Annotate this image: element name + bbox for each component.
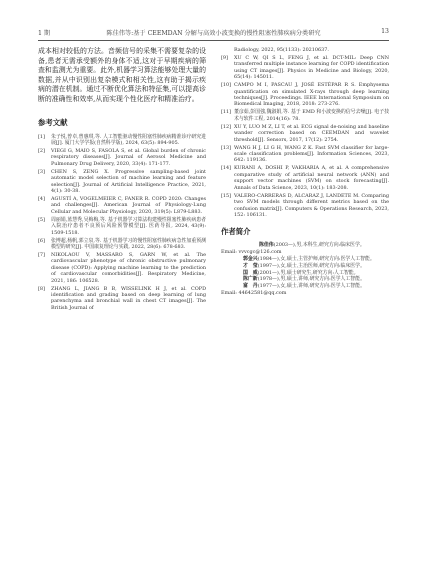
reference-continuation: Radiology, 2022, 95(1133): 20210637. — [234, 47, 329, 53]
issue-label: 1 期 — [38, 30, 51, 37]
reference-number: [2] — [38, 147, 45, 154]
reference-item — [38, 238, 206, 251]
running-header — [38, 28, 389, 41]
reference-number: [7] — [38, 252, 45, 259]
reference-item — [221, 109, 389, 122]
reference-number: [6] — [38, 237, 45, 244]
reference-text: ZHANG L, JIANG B B, WISSELINK H J, et al. COPD identification and grading based on deep learning of lung parenchyma and bronchial wall in chest CT images[J]. The British Journal of — [51, 285, 206, 311]
author-name: 陈佳伟 — [259, 242, 274, 249]
right-column — [221, 47, 389, 297]
page-number: 13 — [381, 28, 389, 35]
reference-item — [221, 82, 389, 108]
reference-item — [221, 165, 389, 191]
author-name: 陈广新 — [243, 276, 258, 283]
reference-text: XU C W, QI S L, FENG J, et al. DCT-MIL: Deep CNN transferred multiple instance learning for COPD identification using CT images[J]. Physics in Medicine and Biology, 2020, 65(14): 145011. — [234, 55, 389, 81]
reference-number: [8] — [38, 285, 45, 292]
reference-item — [38, 286, 206, 312]
author-name: 郭金兴 — [243, 255, 258, 262]
author-info: (2001—),男,硕士研究生,研究方向:人工智能。 — [257, 269, 359, 276]
reference-number: [4] — [38, 196, 45, 202]
author-name: 富 丹 — [243, 283, 258, 290]
left-column — [38, 47, 206, 313]
reference-number: [14] — [221, 165, 232, 172]
author-info: Email: vvvcgc@126.com — [221, 249, 282, 256]
reference-text: WANG H J, LI G H, WANG Z K. Fast SVM classifier for large-scale classification problems[J]. Information Sciences, 2023, 642: 119136. — [234, 144, 389, 164]
author-bio-heading: 作者简介 — [221, 227, 251, 237]
author-email — [221, 290, 389, 297]
author-name: 国 威 — [243, 269, 258, 276]
reference-text: 张博超,杨帆,郭立泉,等. 基于机器学习的慢性阻塞性肺疾病急性加重预测模型的研究[J]. 中国康复理论与实践, 2022, 28(6): 678-683. — [51, 237, 206, 251]
reference-text: 朱子悦,曾卓,曾惠琪,等. 人工智能驱动慢性阻塞性肺疾病精准诊疗研究进展[J]. 厦门大学学报(自然科学版), 2024, 63(5): 894-905. — [51, 133, 206, 146]
author-name: 才 莹 — [243, 262, 258, 269]
author-info: (1984—),女,硕士,主管护师,研究方向:医学人工智能。 — [257, 255, 375, 262]
article-running-title: 陈佳伟等:基于 CEEMDAN 分解与高效小波变换的慢性阻塞性肺疾病分类研究 — [106, 30, 321, 37]
reference-list-right — [221, 55, 389, 218]
reference-text: NIKOLAOU V, MASSARO S, GARN W, et al. The cardiovascular phenotype of chronic obstructive pulmonary disease (COPD): Applying machine learning to the prediction of cardiovascular comorbidities[J]. Respiratory Medicine, 2021, 186: 106528. — [51, 252, 206, 284]
reference-item — [221, 55, 389, 81]
reference-text: VALERO-CARRERAS D, ALCARAZ J, LANDETE M. Comparing two SVM models through different metrics based on the confusion matrix[J]. Computers & Operations Research, 2023, 152: 106131. — [234, 192, 389, 218]
reference-item — [38, 169, 206, 195]
reference-item — [38, 252, 206, 284]
reference-number: [13] — [221, 144, 232, 151]
body-paragraph: 成本相对较低的方法。音频信号的采集不需要复杂的设备,患者无需承受额外的身体不适,这对于早期疾病的筛查和监测尤为重要。此外,机器学习算法能够处理大量的数据,并从中识别出复杂模式和相关性,这有助于揭示疾病的潜在机制。通过不断优化算法和特征集,可以提高诊断的准确性和效率,从而实现个性化医疗和精准治疗。 — [38, 47, 206, 103]
reference-number: [3] — [38, 168, 45, 175]
reference-item — [38, 217, 206, 236]
reference-text: 周丽娟,蓝慧秀,吴梅梅,等. 基于机器学习算法构建慢性阻塞性肺疾病患者入院治疗患者不良预后风险预警模型[J]. 医药导报, 2024, 43(9): 1509-1518. — [51, 216, 206, 236]
reference-text: CHEN S, ZENG X. Progressive sampling-based joint automatic model selection of machine learning and feature selection[J]. Journal of Artificial Intelligence Practice, 2021, 4(1): 30-38. — [51, 168, 206, 194]
reference-number: [9] — [221, 55, 228, 61]
author-entry — [221, 256, 389, 263]
reference-number: [1] — [38, 133, 45, 140]
reference-number: [5] — [38, 216, 45, 223]
author-bio-block — [221, 242, 389, 296]
author-info: Email: 44642581@qq.com — [221, 289, 287, 296]
author-email — [221, 249, 389, 256]
references-heading: 参考文献 — [38, 117, 68, 127]
author-entry — [221, 283, 389, 290]
author-info: (1978—),男,硕士,讲师,研究方向:医学人工智能。 — [257, 276, 365, 283]
reference-text: VIEGI G, MAIO S, FASOLA S, et al. Global burden of chronic respiratory diseases[J]. Journal of Aerosol Medicine and Pulmonary Drug Delivery, 2020, 33(4): 171-177. — [51, 147, 206, 167]
reference-item — [38, 134, 206, 147]
author-entry — [221, 263, 389, 270]
reference-text: AGUSTÍ A, VOGELMEIER C, FANER R. COPD 2020: Changes and challenges[J]. American Journal of Physiology-Lung Cellular and Molecular Physiology, 2020, 319(5): L879-L883. — [51, 196, 206, 215]
reference-number: [11] — [221, 109, 232, 116]
reference-text: XU Y, LUO M Z, LI T, et al. ECG signal de-noising and baseline wander correction based on CEEMDAN and wavelet threshold[J]. Sensors, 2017, 17(12): 2754. — [234, 123, 389, 143]
reference-list-left — [38, 134, 206, 312]
reference-text: CAMPO M I, PASCAU J, JOSÉ ESTÉPAR R S. Emphysema quantification on simulated X-rays through deep learning techniques[J]. Proceedings. IEEE International Symposium on Biomedical Imaging, 2018, 2018: 273-276. — [234, 82, 389, 108]
reference-item — [38, 148, 206, 167]
author-info: (2003—),男,本科生,研究方向:临床医学。 — [273, 242, 365, 249]
reference-item — [221, 145, 389, 164]
reference-text: KURANI A, DOSHI P, VAKHARIA A, et al. A comprehensive comparative study of artificial neural network (ANN) and support vector machines (SVM) on stock forecasting[J]. Annals of Data Science, 2023, 10(1): 183-208. — [234, 165, 389, 191]
reference-number: [10] — [221, 82, 232, 89]
reference-item — [221, 193, 389, 219]
reference-number: [15] — [221, 192, 232, 199]
author-info: (1997—),女,硕士,主治医师,研究方向:临床医学。 — [257, 262, 365, 269]
reference-text: 董彦茹,彭国強,魏淑娟,等. 基于 EMD 和小波变换的信号去噪[J]. 电子技术与软件工程, 2014(16): 78. — [234, 109, 389, 122]
author-info: (1977—),女,硕士,讲师,研究方向:医学人工智能。 — [257, 283, 365, 290]
reference-item — [221, 124, 389, 143]
reference-number: [12] — [221, 123, 232, 130]
reference-item — [38, 196, 206, 215]
